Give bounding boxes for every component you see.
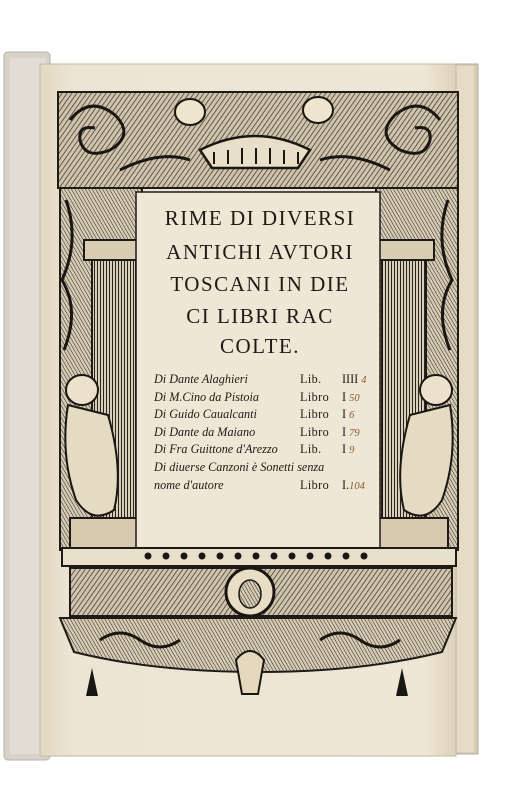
manuscript-note: 9 xyxy=(349,445,355,457)
contents-row xyxy=(154,424,378,442)
contents-book-label: Lib. xyxy=(300,372,322,386)
woodcut-top-frieze xyxy=(58,92,458,188)
manuscript-note: 6 xyxy=(349,410,355,422)
contents-row xyxy=(154,459,378,477)
contents-book-number: IIII 4 xyxy=(342,372,367,386)
woodcut-right-column xyxy=(374,188,458,550)
contents-author: Di Dante Alaghieri xyxy=(154,372,248,386)
contents-author: Di diuerse Canzoni è Sonetti senza xyxy=(154,459,325,474)
contents-row xyxy=(154,406,378,424)
contents-book-number: I 50 xyxy=(342,389,360,404)
contents-book-number: I 79 xyxy=(342,424,360,439)
title-line-5: COLTE. xyxy=(220,334,300,358)
contents-book-label: Lib. xyxy=(300,442,322,457)
contents-row xyxy=(154,441,378,459)
title-line-1: RIME DI DIVERSI xyxy=(164,206,356,230)
title-line-3: TOSCANI IN DIE xyxy=(170,272,350,296)
contents-book-number: I 6 xyxy=(342,407,355,422)
contents-row xyxy=(154,477,378,495)
contents-author: Di Fra Guittone d'Arezzo xyxy=(154,442,278,457)
contents-row xyxy=(154,371,378,389)
manuscript-note: 104 xyxy=(349,480,365,492)
contents-row xyxy=(154,389,378,407)
contents-book-label: Libro xyxy=(300,424,330,439)
woodcut-left-column xyxy=(60,188,144,550)
manuscript-note: 79 xyxy=(349,427,360,439)
contents-author: Di M.Cino da Pistoia xyxy=(154,389,259,404)
manuscript-note: 50 xyxy=(349,392,360,404)
contents-book-label: Libro xyxy=(300,407,330,422)
manuscript-note: 4 xyxy=(361,375,367,386)
contents-book-number: I.104 xyxy=(342,477,365,492)
contents-book-label: Libro xyxy=(300,389,330,404)
contents-book-number: I 9 xyxy=(342,442,355,457)
contents-list xyxy=(154,371,378,494)
contents-author: nome d'autore xyxy=(154,477,224,492)
title-line-4: CI LIBRI RAC xyxy=(186,304,334,328)
contents-author: Di Dante da Maiano xyxy=(154,424,256,439)
contents-book-label: Libro xyxy=(300,477,330,492)
title-line-2: ANTICHI AVTORI xyxy=(166,240,354,264)
title-block xyxy=(140,196,380,548)
contents-author: Di Guido Caualcanti xyxy=(154,407,257,422)
